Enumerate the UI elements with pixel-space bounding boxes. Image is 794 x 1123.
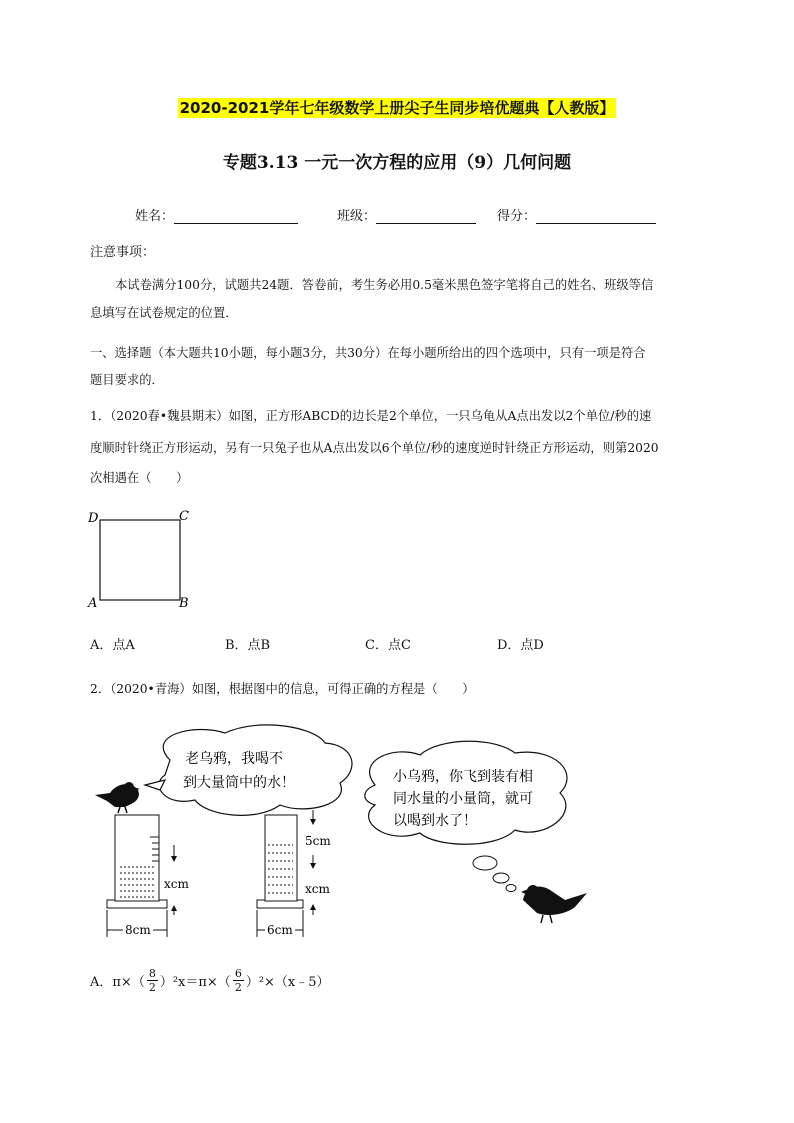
small-cyl-width-label: 6cm — [267, 923, 293, 937]
notice-line2: 息填写在试卷规定的位置． — [90, 306, 238, 320]
score-blank[interactable] — [536, 210, 656, 224]
name-blank[interactable] — [174, 210, 298, 224]
name-label: 姓名： — [135, 209, 175, 224]
q2-option-a-mid: ）²x＝π×（ — [159, 975, 231, 990]
class-blank[interactable] — [376, 210, 476, 224]
header-banner — [0, 97, 794, 118]
fraction-1-den: 2 — [148, 981, 156, 994]
small-cyl-top-label: 5cm — [305, 834, 331, 848]
fraction-2 — [233, 967, 244, 994]
notice-line1: 本试卷满分100分，试题共24题．答卷前，考生务必用0.5毫米黑色签字笔将自己的姓名、班级等信 — [115, 278, 654, 292]
bubble-2-line3: 以喝到水了！ — [393, 813, 477, 829]
q2-option-a-prefix: A．π×（ — [90, 975, 145, 990]
bubble-2-line1: 小乌鸦，你飞到装有相 — [393, 769, 533, 785]
big-cylinder — [107, 815, 189, 937]
section-line2: 题目要求的． — [90, 373, 164, 387]
thought-dot-2 — [493, 873, 509, 883]
bubble-1-line2: 到大量筒中的水！ — [183, 775, 295, 791]
thought-dot-3 — [506, 885, 516, 892]
q1-option-c[interactable]: C．点C — [365, 638, 411, 653]
bubble-1 — [159, 725, 352, 815]
q2-option-a[interactable] — [90, 967, 330, 994]
q1-option-b[interactable]: B．点B — [225, 638, 271, 653]
q2-option-a-end: ）²×（x﹣5） — [245, 975, 330, 990]
fraction-2-num: 6 — [234, 967, 242, 980]
q1-line1: 1．（2020春•魏县期末）如图，正方形ABCD的边长是2个单位，一只乌龟从A点出发以2个单位/秒的速 — [90, 409, 652, 423]
bubble-1-line1: 老乌鸦，我喝不 — [185, 751, 283, 767]
notice-heading: 注意事项： — [90, 245, 156, 260]
q1-line3: 次相遇在（ ） — [90, 471, 189, 485]
name-field — [135, 205, 298, 224]
vertex-a-label: A — [88, 596, 98, 611]
page-title: 专题3.13 一元一次方程的应用（9）几何问题 — [222, 153, 572, 173]
class-field — [337, 205, 476, 224]
fraction-2-den: 2 — [234, 981, 242, 994]
bubble-2-line2: 同水量的小量筒，就可 — [393, 791, 533, 807]
crow-right-icon — [521, 885, 587, 923]
q1-option-a[interactable]: A．点A — [90, 638, 135, 653]
small-cylinder — [257, 810, 331, 937]
fraction-1 — [147, 967, 158, 994]
big-cyl-height-label: xcm — [164, 877, 189, 891]
section-line1: 一、选择题（本大题共10小题，每小题3分，共30分）在每小题所给出的四个选项中，只有一项是符合 — [90, 346, 646, 360]
thought-dot-1 — [473, 856, 497, 870]
square-shape — [100, 520, 180, 600]
small-cyl-height-label: xcm — [305, 882, 330, 896]
score-field — [497, 205, 656, 224]
header-banner-text: 2020-2021学年七年级数学上册尖子生同步培优题典【人教版】 — [179, 99, 615, 117]
vertex-d-label: D — [88, 511, 99, 526]
vertex-c-label: C — [179, 509, 189, 524]
vertex-b-label: B — [179, 596, 189, 611]
score-label: 得分： — [497, 209, 537, 224]
big-cyl-width-label: 8cm — [125, 923, 151, 937]
q1-line2: 度顺时针绕正方形运动，另有一只兔子也从A点出发以6个单位/秒的速度逆时针绕正方形运动，则第2020 — [90, 441, 659, 455]
class-label: 班级： — [337, 209, 377, 224]
q1-option-d[interactable]: D．点D — [497, 638, 544, 653]
fraction-1-num: 8 — [148, 967, 156, 980]
q2-stem: 2．（2020•青海）如图，根据图中的信息，可得正确的方程是（ ） — [90, 682, 475, 696]
square-figure — [85, 505, 195, 615]
crow-illustration — [85, 715, 605, 945]
crow-left-icon — [95, 782, 140, 813]
